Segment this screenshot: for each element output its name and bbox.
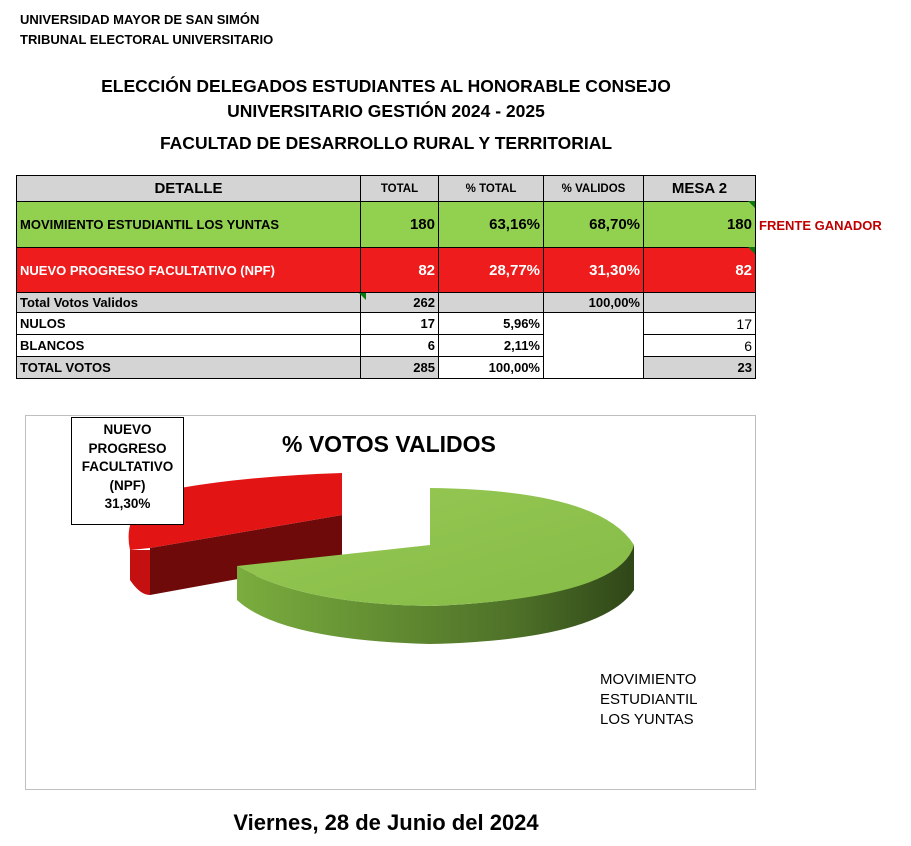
row-pct-total: 100,00%	[439, 357, 544, 379]
row-detalle: BLANCOS	[17, 335, 361, 357]
university-name: UNIVERSIDAD MAYOR DE SAN SIMÓN	[20, 12, 260, 27]
yuntas-label-line: MOVIMIENTO	[600, 671, 697, 688]
row-total: 285	[361, 357, 439, 379]
row-total: 6	[361, 335, 439, 357]
npf-label-line: (NPF)	[109, 477, 146, 493]
row-detalle: TOTAL VOTOS	[17, 357, 361, 379]
yuntas-data-label	[600, 670, 720, 730]
npf-data-label	[71, 417, 184, 525]
row-detalle: NULOS	[17, 313, 361, 335]
row-detalle: NUEVO PROGRESO FACULTATIVO (NPF)	[17, 248, 361, 293]
npf-slice-front	[130, 550, 150, 595]
row-total: 180	[361, 202, 439, 248]
npf-label-line: NUEVO	[103, 422, 152, 437]
col-header-pct-total: % TOTAL	[439, 176, 544, 202]
yuntas-label-line: ESTUDIANTIL	[600, 691, 698, 708]
row-mesa2: 17	[644, 313, 756, 335]
winner-label: FRENTE GANADOR	[759, 218, 882, 233]
row-pct-total: 28,77%	[439, 248, 544, 293]
faculty-title: FACULTAD DE DESARROLLO RURAL Y TERRITORIAL	[159, 133, 613, 153]
report-title-line2: UNIVERSITARIO GESTIÓN 2024 - 2025	[227, 101, 545, 121]
row-detalle: Total Votos Validos	[17, 293, 361, 313]
row-pct-validos: 31,30%	[544, 248, 644, 293]
npf-label-pct: 31,30%	[104, 496, 151, 511]
row-mesa2: 23	[644, 357, 756, 379]
col-header-total: TOTAL	[361, 176, 439, 202]
row-detalle: MOVIMIENTO ESTUDIANTIL LOS YUNTAS	[17, 202, 361, 248]
col-header-mesa2: MESA 2	[644, 176, 756, 202]
row-mesa2: 82	[644, 248, 756, 293]
tribunal-name: TRIBUNAL ELECTORAL UNIVERSITARIO	[20, 32, 274, 47]
row-total: 262	[361, 293, 439, 313]
row-total: 17	[361, 313, 439, 335]
report-title-line1: ELECCIÓN DELEGADOS ESTUDIANTES AL HONORABLE CONSEJO	[101, 76, 671, 96]
npf-label-line: FACULTATIVO	[81, 459, 174, 474]
yuntas-label-line: LOS YUNTAS	[600, 711, 694, 728]
row-mesa2: 180	[644, 202, 756, 248]
row-total: 82	[361, 248, 439, 293]
col-header-pct-validos: % VALIDOS	[544, 176, 644, 202]
row-mesa2: 6	[644, 335, 756, 357]
row-pct-total: 5,96%	[439, 313, 544, 335]
row-pct-total: 2,11%	[439, 335, 544, 357]
row-pct-total: 63,16%	[439, 202, 544, 248]
col-header-detalle: DETALLE	[17, 176, 361, 202]
row-pct-validos: 68,70%	[544, 202, 644, 248]
chart-title: % VOTOS VALIDOS	[282, 431, 496, 457]
npf-label-line: PROGRESO	[88, 440, 167, 456]
report-date: Viernes, 28 de Junio del 2024	[233, 810, 539, 835]
row-pct-validos: 100,00%	[544, 293, 644, 313]
